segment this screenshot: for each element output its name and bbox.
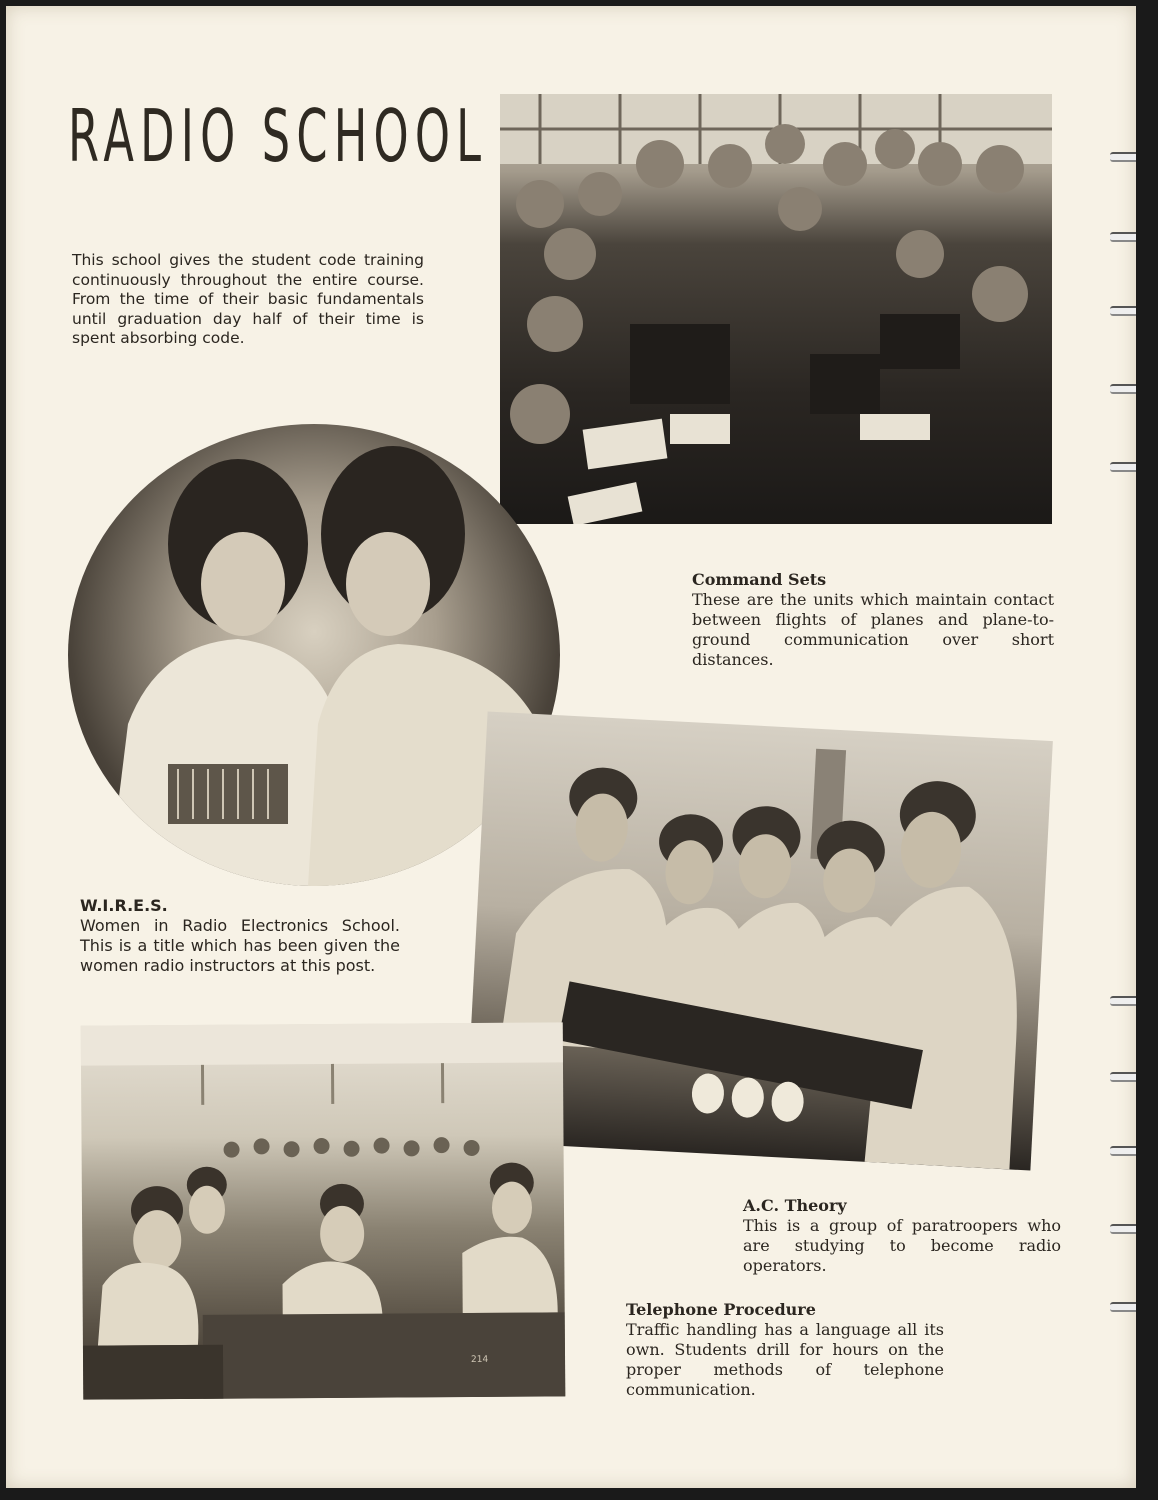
ac-theory-caption-title: A.C. Theory	[743, 1196, 847, 1215]
binding-ring	[1110, 996, 1136, 1006]
binding-ring	[1110, 1146, 1136, 1156]
command-sets-photo	[500, 94, 1052, 524]
ac-theory-caption-text: This is a group of paratroopers who are studying to become radio operators.	[743, 1216, 1061, 1275]
binding-ring	[1110, 1224, 1136, 1234]
desk-number: 214	[471, 1354, 489, 1365]
page-title: RADIO SCHOOL	[68, 94, 488, 178]
binding-ring	[1110, 232, 1136, 242]
command-sets-caption	[692, 570, 1054, 670]
binding-ring	[1110, 1072, 1136, 1082]
intro-paragraph: This school gives the student code training continuously throughout the entire course. From the time of their basic fundamentals until graduation day half of their time is spent absorbing code.	[72, 251, 424, 347]
wires-caption-text: Women in Radio Electronics School. This is a title which has been given the women radio instructors at this post.	[80, 916, 400, 975]
telephone-caption	[626, 1300, 944, 1400]
binding-ring	[1110, 306, 1136, 316]
telephone-caption-title: Telephone Procedure	[626, 1300, 816, 1319]
yearbook-page	[6, 6, 1136, 1488]
wires-caption-title: W.I.R.E.S.	[80, 896, 168, 915]
telephone-photo	[81, 1022, 566, 1399]
binding-ring	[1110, 384, 1136, 394]
binding-ring	[1110, 152, 1136, 162]
telephone-caption-text: Traffic handling has a language all its own. Students drill for hours on the proper methods of telephone communication.	[626, 1320, 944, 1399]
binding-ring	[1110, 1302, 1136, 1312]
wires-caption	[80, 896, 400, 976]
command-sets-caption-title: Command Sets	[692, 570, 827, 589]
binding-ring	[1110, 462, 1136, 472]
ac-theory-caption	[743, 1196, 1061, 1276]
command-sets-caption-text: These are the units which maintain contact between flights of planes and plane-to-ground communication over short distances.	[692, 590, 1054, 669]
